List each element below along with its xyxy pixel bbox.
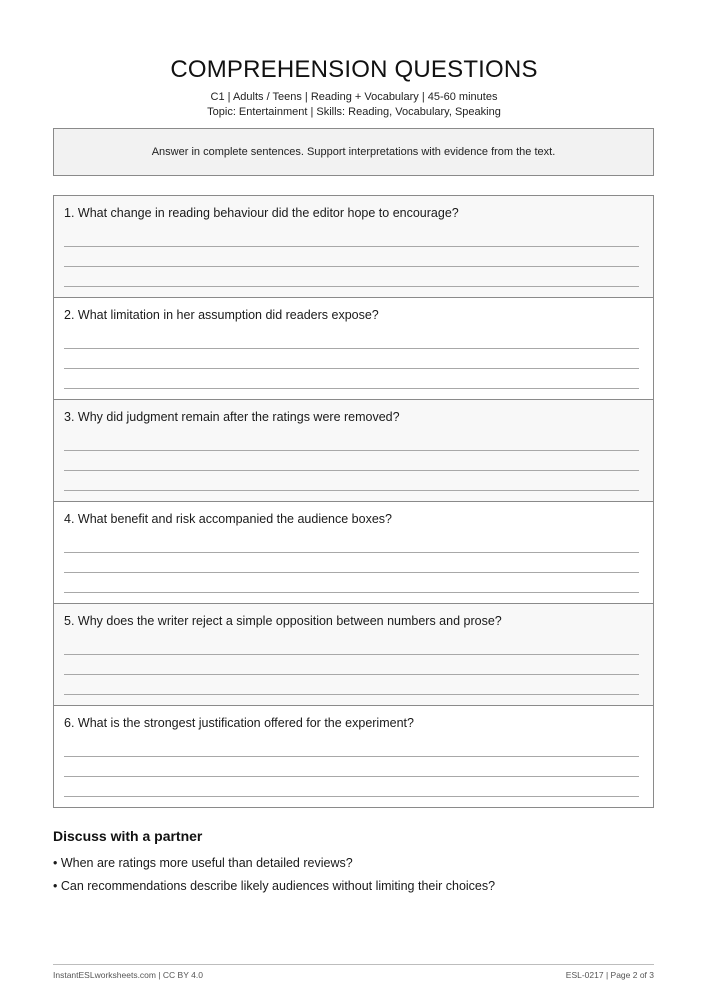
topic-meta: Topic: Entertainment | Skills: Reading, Vocabulary, Speaking — [207, 106, 501, 118]
page-title: COMPREHENSION QUESTIONS — [170, 56, 538, 83]
question-text: 5. Why does the writer reject a simple opposition between numbers and prose? — [64, 614, 502, 628]
question-row — [54, 400, 653, 502]
answer-line[interactable] — [64, 572, 639, 573]
answer-line[interactable] — [64, 450, 639, 451]
question-row — [54, 196, 653, 298]
question-text: 3. Why did judgment remain after the ratings were removed? — [64, 410, 400, 424]
questions-table — [53, 195, 654, 808]
discussion-list — [53, 856, 495, 902]
discussion-item: • Can recommendations describe likely audiences without limiting their choices? — [53, 879, 496, 893]
answer-line[interactable] — [64, 348, 639, 349]
answer-line[interactable] — [64, 694, 639, 695]
answer-line[interactable] — [64, 674, 639, 675]
answer-line[interactable] — [64, 796, 639, 797]
question-row — [54, 604, 653, 706]
instructions-box — [53, 128, 654, 176]
question-row — [54, 502, 653, 604]
footer-source: InstantESLworksheets.com | CC BY 4.0 — [53, 970, 203, 980]
answer-line[interactable] — [64, 552, 639, 553]
question-text: 6. What is the strongest justification offered for the experiment? — [64, 716, 414, 730]
answer-line[interactable] — [64, 776, 639, 777]
discussion-heading: Discuss with a partner — [53, 828, 203, 844]
question-text: 1. What change in reading behaviour did the editor hope to encourage? — [64, 206, 459, 220]
answer-line[interactable] — [64, 592, 639, 593]
answer-line[interactable] — [64, 756, 639, 757]
footer-divider — [53, 964, 654, 965]
answer-line[interactable] — [64, 490, 639, 491]
question-row — [54, 298, 653, 400]
question-row — [54, 706, 653, 808]
answer-line[interactable] — [64, 266, 639, 267]
answer-line[interactable] — [64, 388, 639, 389]
discussion-item: • When are ratings more useful than detailed reviews? — [53, 856, 353, 870]
question-text: 4. What benefit and risk accompanied the audience boxes? — [64, 512, 392, 526]
answer-line[interactable] — [64, 246, 639, 247]
answer-line[interactable] — [64, 368, 639, 369]
instructions-text: Answer in complete sentences. Support interpretations with evidence from the text. — [151, 146, 556, 158]
answer-line[interactable] — [64, 470, 639, 471]
footer-page-info: ESL-0217 | Page 2 of 3 — [565, 970, 654, 980]
answer-line[interactable] — [64, 286, 639, 287]
question-text: 2. What limitation in her assumption did readers expose? — [64, 308, 379, 322]
answer-line[interactable] — [64, 654, 639, 655]
level-meta: C1 | Adults / Teens | Reading + Vocabulary | 45-60 minutes — [210, 91, 498, 103]
